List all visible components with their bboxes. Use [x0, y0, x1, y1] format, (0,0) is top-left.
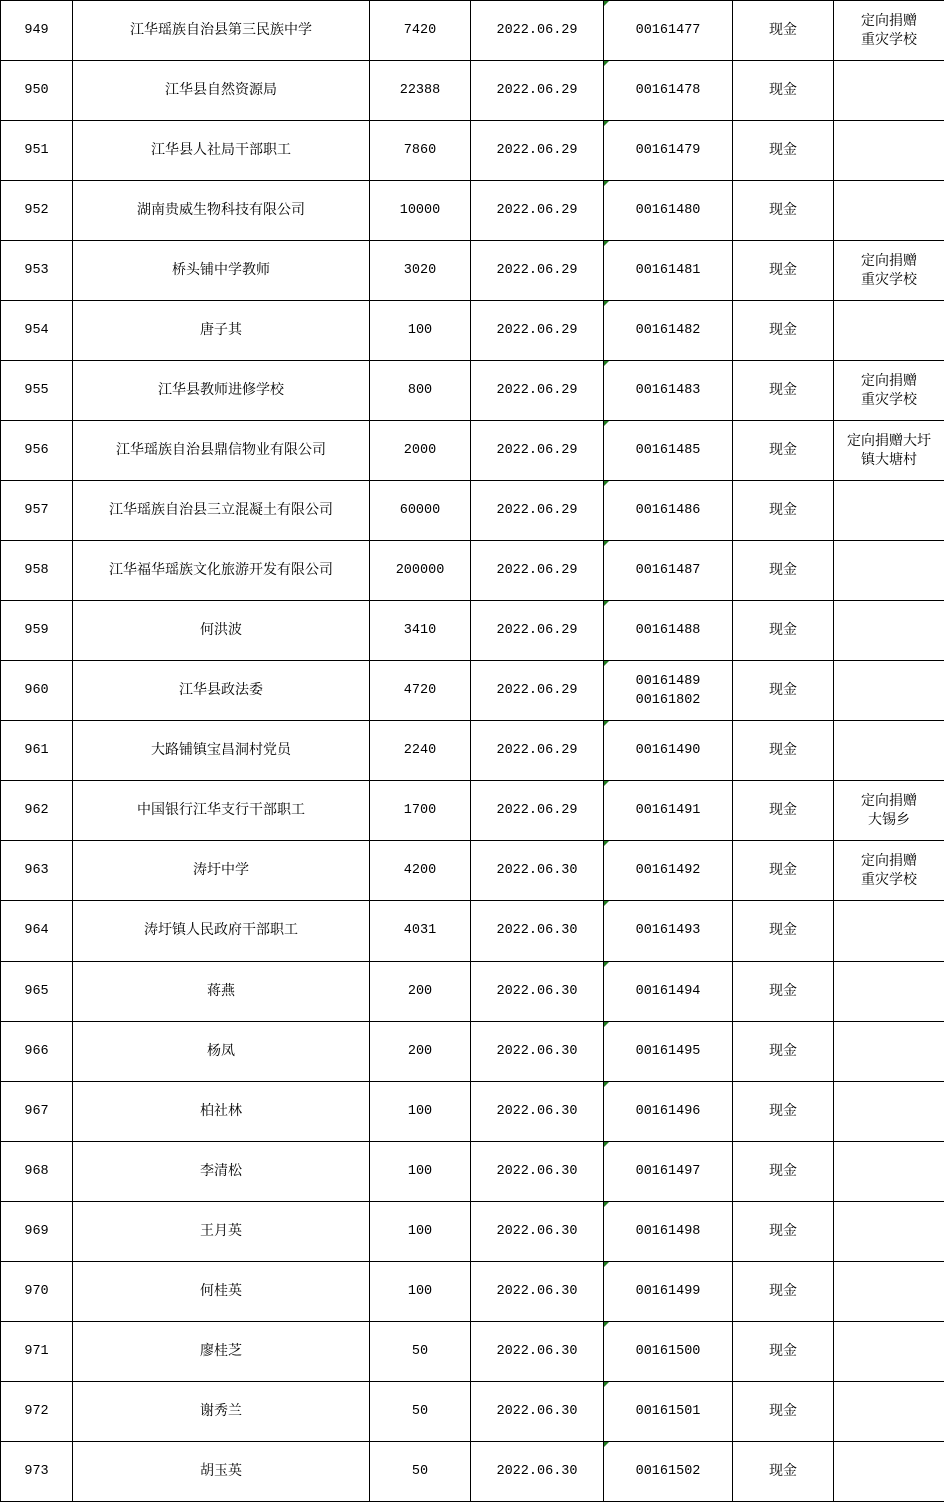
row-number-cell: 953 — [1, 241, 73, 301]
table-row — [1, 721, 944, 781]
amount-cell: 100 — [370, 1261, 471, 1321]
receipt-number-cell — [604, 181, 733, 241]
donor-name-cell: 杨凤 — [73, 1021, 370, 1081]
table-row — [1, 781, 944, 841]
receipt-number-cell — [604, 1201, 733, 1261]
row-number-cell: 949 — [1, 1, 73, 61]
note-cell — [834, 541, 944, 601]
receipt-number-cell — [604, 301, 733, 361]
payment-method-cell: 现金 — [733, 1021, 834, 1081]
note-line: 重灾学校 — [861, 871, 917, 888]
payment-method-cell: 现金 — [733, 421, 834, 481]
row-number-cell: 966 — [1, 1021, 73, 1081]
donor-name-cell: 江华县政法委 — [73, 661, 370, 721]
payment-method-cell: 现金 — [733, 1201, 834, 1261]
row-number-cell: 972 — [1, 1381, 73, 1441]
receipt-number: 00161496 — [635, 1103, 701, 1119]
amount-cell: 3020 — [370, 241, 471, 301]
note-cell — [834, 901, 944, 961]
date-cell: 2022.06.29 — [471, 1, 604, 61]
payment-method-cell: 现金 — [733, 481, 834, 541]
receipt-number: 00161500 — [635, 1343, 701, 1359]
note-cell — [834, 1081, 944, 1141]
row-number-cell: 965 — [1, 961, 73, 1021]
donor-name-cell: 王月英 — [73, 1201, 370, 1261]
date-cell: 2022.06.29 — [471, 61, 604, 121]
receipt-number-cell — [604, 1441, 733, 1501]
amount-cell: 4720 — [370, 661, 471, 721]
row-number-cell: 970 — [1, 1261, 73, 1321]
receipt-number-cell — [604, 1, 733, 61]
receipt-number: 00161497 — [635, 1163, 701, 1179]
row-number-cell: 962 — [1, 781, 73, 841]
payment-method-cell: 现金 — [733, 721, 834, 781]
table-row — [1, 1, 944, 61]
receipt-number: 00161487 — [635, 563, 701, 579]
table-row — [1, 421, 944, 481]
payment-method-cell: 现金 — [733, 901, 834, 961]
row-number-cell: 960 — [1, 661, 73, 721]
note-cell — [834, 1441, 944, 1501]
amount-cell: 800 — [370, 361, 471, 421]
amount-cell: 10000 — [370, 181, 471, 241]
note-cell — [834, 1021, 944, 1081]
receipt-number: 00161490 — [635, 743, 701, 759]
amount-cell: 100 — [370, 1201, 471, 1261]
note-cell — [834, 1381, 944, 1441]
row-number-cell: 950 — [1, 61, 73, 121]
receipt-number: 00161480 — [635, 203, 701, 219]
row-number-cell: 967 — [1, 1081, 73, 1141]
note-cell — [834, 361, 944, 421]
table-body — [1, 1, 944, 1502]
note-cell — [834, 181, 944, 241]
receipt-number-cell — [604, 901, 733, 961]
date-cell: 2022.06.29 — [471, 721, 604, 781]
donor-name-cell: 江华县人社局干部职工 — [73, 121, 370, 181]
amount-cell: 22388 — [370, 61, 471, 121]
table-row — [1, 1201, 944, 1261]
note-cell — [834, 661, 944, 721]
receipt-number: 00161491 — [635, 803, 701, 819]
receipt-number-cell — [604, 841, 733, 901]
receipt-number-cell — [604, 1021, 733, 1081]
donor-name-cell: 江华瑶族自治县三立混凝土有限公司 — [73, 481, 370, 541]
note-cell — [834, 721, 944, 781]
table-row — [1, 1081, 944, 1141]
amount-cell: 1700 — [370, 781, 471, 841]
payment-method-cell: 现金 — [733, 1, 834, 61]
row-number-cell: 952 — [1, 181, 73, 241]
note-cell — [834, 1, 944, 61]
payment-method-cell: 现金 — [733, 181, 834, 241]
table-row — [1, 541, 944, 601]
receipt-number-cell — [604, 781, 733, 841]
receipt-number-cell — [604, 361, 733, 421]
date-cell: 2022.06.29 — [471, 421, 604, 481]
table-row — [1, 61, 944, 121]
donor-name-cell: 李清松 — [73, 1141, 370, 1201]
donor-name-cell: 大路铺镇宝昌洞村党员 — [73, 721, 370, 781]
row-number-cell: 971 — [1, 1321, 73, 1381]
note-line: 定向捐赠 — [861, 852, 917, 869]
amount-cell: 50 — [370, 1381, 471, 1441]
receipt-number-cell — [604, 1081, 733, 1141]
payment-method-cell: 现金 — [733, 1261, 834, 1321]
receipt-number-cell — [604, 541, 733, 601]
row-number-cell: 973 — [1, 1441, 73, 1501]
donor-name-cell: 胡玉英 — [73, 1441, 370, 1501]
date-cell: 2022.06.29 — [471, 541, 604, 601]
date-cell: 2022.06.30 — [471, 1201, 604, 1261]
note-line: 定向捐赠 — [861, 12, 917, 29]
table-row — [1, 1441, 944, 1501]
payment-method-cell: 现金 — [733, 301, 834, 361]
receipt-number: 00161486 — [635, 503, 701, 519]
payment-method-cell: 现金 — [733, 1381, 834, 1441]
date-cell: 2022.06.30 — [471, 1141, 604, 1201]
amount-cell: 100 — [370, 1141, 471, 1201]
amount-cell: 50 — [370, 1441, 471, 1501]
receipt-number: 00161802 — [635, 692, 701, 708]
note-cell — [834, 481, 944, 541]
donor-name-cell: 江华县教师进修学校 — [73, 361, 370, 421]
amount-cell: 100 — [370, 1081, 471, 1141]
receipt-number: 00161481 — [635, 263, 701, 279]
payment-method-cell: 现金 — [733, 961, 834, 1021]
receipt-number-cell — [604, 661, 733, 721]
receipt-number: 00161483 — [635, 383, 701, 399]
table-row — [1, 1021, 944, 1081]
date-cell: 2022.06.29 — [471, 301, 604, 361]
date-cell: 2022.06.29 — [471, 181, 604, 241]
table-row — [1, 361, 944, 421]
donor-name-cell: 柏社林 — [73, 1081, 370, 1141]
receipt-number-cell — [604, 1381, 733, 1441]
amount-cell: 2240 — [370, 721, 471, 781]
note-line: 定向捐赠 — [861, 252, 917, 269]
row-number-cell: 957 — [1, 481, 73, 541]
note-line: 大锡乡 — [868, 811, 910, 828]
receipt-number-cell — [604, 61, 733, 121]
donor-name-cell: 江华瑶族自治县第三民族中学 — [73, 1, 370, 61]
table-row — [1, 1261, 944, 1321]
note-line: 重灾学校 — [861, 271, 917, 288]
table-row — [1, 841, 944, 901]
note-line: 定向捐赠 — [861, 372, 917, 389]
receipt-number-cell — [604, 481, 733, 541]
table-row — [1, 961, 944, 1021]
note-cell — [834, 1141, 944, 1201]
donor-name-cell: 谢秀兰 — [73, 1381, 370, 1441]
payment-method-cell: 现金 — [733, 121, 834, 181]
row-number-cell: 964 — [1, 901, 73, 961]
receipt-number: 00161495 — [635, 1043, 701, 1059]
note-cell — [834, 841, 944, 901]
table-row — [1, 1381, 944, 1441]
note-cell — [834, 601, 944, 661]
payment-method-cell: 现金 — [733, 1081, 834, 1141]
table-row — [1, 1321, 944, 1381]
amount-cell: 60000 — [370, 481, 471, 541]
receipt-number: 00161493 — [635, 923, 701, 939]
donor-name-cell: 涛圩镇人民政府干部职工 — [73, 901, 370, 961]
receipt-number-cell — [604, 241, 733, 301]
note-line: 镇大塘村 — [861, 451, 917, 468]
amount-cell: 4031 — [370, 901, 471, 961]
receipt-number: 00161482 — [635, 323, 701, 339]
note-cell — [834, 61, 944, 121]
note-cell — [834, 241, 944, 301]
date-cell: 2022.06.29 — [471, 601, 604, 661]
row-number-cell: 951 — [1, 121, 73, 181]
receipt-number: 00161485 — [635, 443, 701, 459]
payment-method-cell: 现金 — [733, 601, 834, 661]
amount-cell: 200 — [370, 961, 471, 1021]
date-cell: 2022.06.29 — [471, 361, 604, 421]
note-cell — [834, 1261, 944, 1321]
row-number-cell: 969 — [1, 1201, 73, 1261]
row-number-cell: 956 — [1, 421, 73, 481]
receipt-number: 00161499 — [635, 1283, 701, 1299]
receipt-number-cell — [604, 1141, 733, 1201]
note-line: 重灾学校 — [861, 31, 917, 48]
date-cell: 2022.06.29 — [471, 661, 604, 721]
date-cell: 2022.06.29 — [471, 781, 604, 841]
donor-name-cell: 唐子其 — [73, 301, 370, 361]
receipt-number-cell — [604, 601, 733, 661]
receipt-number: 00161489 — [635, 673, 701, 689]
note-line: 定向捐赠 — [861, 792, 917, 809]
amount-cell: 7860 — [370, 121, 471, 181]
date-cell: 2022.06.30 — [471, 1381, 604, 1441]
receipt-number-cell — [604, 1321, 733, 1381]
note-cell — [834, 121, 944, 181]
note-line: 定向捐赠大圩 — [847, 432, 931, 449]
table-row — [1, 121, 944, 181]
amount-cell: 4200 — [370, 841, 471, 901]
table-row — [1, 181, 944, 241]
donor-name-cell: 廖桂芝 — [73, 1321, 370, 1381]
donor-name-cell: 江华福华瑶族文化旅游开发有限公司 — [73, 541, 370, 601]
donor-name-cell: 涛圩中学 — [73, 841, 370, 901]
date-cell: 2022.06.30 — [471, 961, 604, 1021]
receipt-number: 00161478 — [635, 83, 701, 99]
table-row — [1, 901, 944, 961]
receipt-number: 00161494 — [635, 983, 701, 999]
amount-cell: 200000 — [370, 541, 471, 601]
donor-name-cell: 江华县自然资源局 — [73, 61, 370, 121]
note-cell — [834, 1201, 944, 1261]
receipt-number: 00161502 — [635, 1463, 701, 1479]
donor-name-cell: 湖南贵威生物科技有限公司 — [73, 181, 370, 241]
note-cell — [834, 1321, 944, 1381]
date-cell: 2022.06.30 — [471, 841, 604, 901]
table-row — [1, 241, 944, 301]
note-line: 重灾学校 — [861, 391, 917, 408]
row-number-cell: 959 — [1, 601, 73, 661]
receipt-number-cell — [604, 121, 733, 181]
receipt-number-cell — [604, 961, 733, 1021]
payment-method-cell: 现金 — [733, 1321, 834, 1381]
payment-method-cell: 现金 — [733, 241, 834, 301]
note-cell — [834, 781, 944, 841]
date-cell: 2022.06.30 — [471, 1081, 604, 1141]
amount-cell: 200 — [370, 1021, 471, 1081]
amount-cell: 2000 — [370, 421, 471, 481]
receipt-number: 00161479 — [635, 143, 701, 159]
receipt-number: 00161492 — [635, 863, 701, 879]
payment-method-cell: 现金 — [733, 841, 834, 901]
receipt-number-cell — [604, 421, 733, 481]
receipt-number: 00161501 — [635, 1403, 701, 1419]
receipt-number: 00161488 — [635, 623, 701, 639]
date-cell: 2022.06.30 — [471, 1441, 604, 1501]
row-number-cell: 963 — [1, 841, 73, 901]
note-cell — [834, 421, 944, 481]
date-cell: 2022.06.30 — [471, 1321, 604, 1381]
date-cell: 2022.06.30 — [471, 1021, 604, 1081]
date-cell: 2022.06.30 — [471, 1261, 604, 1321]
date-cell: 2022.06.29 — [471, 241, 604, 301]
receipt-number: 00161498 — [635, 1223, 701, 1239]
note-cell — [834, 301, 944, 361]
payment-method-cell: 现金 — [733, 1441, 834, 1501]
payment-method-cell: 现金 — [733, 781, 834, 841]
payment-method-cell: 现金 — [733, 541, 834, 601]
donor-name-cell: 桥头铺中学教师 — [73, 241, 370, 301]
table-row — [1, 601, 944, 661]
donor-name-cell: 蒋燕 — [73, 961, 370, 1021]
table-row — [1, 661, 944, 721]
row-number-cell: 968 — [1, 1141, 73, 1201]
row-number-cell: 958 — [1, 541, 73, 601]
note-cell — [834, 961, 944, 1021]
row-number-cell: 955 — [1, 361, 73, 421]
payment-method-cell: 现金 — [733, 1141, 834, 1201]
amount-cell: 3410 — [370, 601, 471, 661]
table-row — [1, 301, 944, 361]
date-cell: 2022.06.29 — [471, 121, 604, 181]
table-row — [1, 481, 944, 541]
amount-cell: 100 — [370, 301, 471, 361]
table-row — [1, 1141, 944, 1201]
donor-name-cell: 江华瑶族自治县鼎信物业有限公司 — [73, 421, 370, 481]
donor-name-cell: 中国银行江华支行干部职工 — [73, 781, 370, 841]
amount-cell: 50 — [370, 1321, 471, 1381]
receipt-number: 00161477 — [635, 23, 701, 39]
row-number-cell: 961 — [1, 721, 73, 781]
donor-name-cell: 何洪波 — [73, 601, 370, 661]
date-cell: 2022.06.30 — [471, 901, 604, 961]
donor-name-cell: 何桂英 — [73, 1261, 370, 1321]
receipt-number-cell — [604, 1261, 733, 1321]
date-cell: 2022.06.29 — [471, 481, 604, 541]
amount-cell: 7420 — [370, 1, 471, 61]
receipt-number-cell — [604, 721, 733, 781]
payment-method-cell: 现金 — [733, 661, 834, 721]
payment-method-cell: 现金 — [733, 61, 834, 121]
row-number-cell: 954 — [1, 301, 73, 361]
payment-method-cell: 现金 — [733, 361, 834, 421]
